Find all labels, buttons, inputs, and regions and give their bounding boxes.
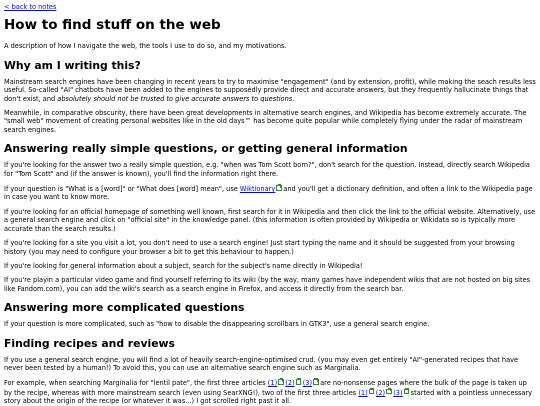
recipes-p2-text-a: For example, when searching Marginalia for "lentil pate", the first three articles <box>4 379 268 388</box>
marginalia-result-link-2[interactable]: (2) <box>285 379 295 388</box>
back-to-notes-link[interactable]: < back to notes <box>4 3 57 11</box>
simple-paragraph-6: If you're playin a particular video game and find yourself referring to its wiki (by the way, many games have independent wikis that are not hosted on big sites like Fandom.com), you can add the wiki's search as a search engine in Firefox, and access it directly from the search bar. <box>4 276 531 293</box>
why-p1-text-a: Mainstream search engines have been changing in recent years to try to maximise "engagement" (and by extension, profit), while making the seach results less useful. So-called "AI" chatbots have been added to the engines to supposédly provide direct and accurate answers, but they frequently hallucinate things that don't exist, and <box>4 77 536 103</box>
external-link-icon <box>313 378 318 383</box>
external-link-icon <box>276 184 281 189</box>
recipes-paragraph-2 <box>4 378 536 405</box>
simple-p2-text-a: If your question is "What is a [word]" or "What does [word] mean", use <box>4 185 240 194</box>
why-p1-text-b: . <box>292 94 295 103</box>
recipes-p2-text-b: are no-nonsense pages where the bulk of the page is taken up by the recipe, whereas with more mainstream search (even using SearXNG!), two of the first three articles <box>4 379 527 397</box>
external-link-icon <box>278 378 283 383</box>
simple-p2-text-b: and you'll get a dictionary definition, and often a link to the Wikipedia page in case you want to know more. <box>4 185 533 202</box>
why-p1-emphasis: absolutely should not be trusted to give accurate answers to questions <box>57 94 293 103</box>
external-link-icon <box>386 388 391 393</box>
why-paragraph-1 <box>4 78 536 103</box>
heading-complicated: Answering more complicated questions <box>4 301 245 315</box>
external-link-icon <box>296 378 301 383</box>
mainstream-result-link-2[interactable]: (2) <box>375 388 386 397</box>
recipes-p2-text-c: started with a pointless unnecessary story about the origin of the recipe (or whatever it was...) I got scrolled right past it all. <box>4 388 533 406</box>
intro-paragraph: A description of how I navigate the web, the tools I use to do so, and my motivations. <box>4 42 287 51</box>
simple-paragraph-4: If you're looking for a site you visit a lot, you don't need to use a search engine! Just start typing the name and it should be suggested from your browsing history (you may need to configure your browser a bit to get this behaviour to happen.) <box>4 239 515 256</box>
marginalia-result-link-1[interactable]: (1) <box>267 379 278 388</box>
wiktionary-link[interactable]: Wiktionary <box>239 185 276 194</box>
simple-paragraph-1: If you're looking for the answer two a really simple question, e.g. "when was Tom Scott born?", don't search for the question. Instead, directly search Wikipedia for "Tom Scott" and (if the answer is known), you'll find the information right there. <box>4 161 530 178</box>
simple-paragraph-2 <box>4 184 536 202</box>
why-paragraph-2: Meanwhile, in comparative obscurity, there have been great developments in alternative search engines, and Wikipedia has become extremely accurate. The "small web" movement of creating personal websites like in the old days™ has become quite popular while completely flying under the radar of mainstream search engines. <box>4 109 527 134</box>
heading-recipes: Finding recipes and reviews <box>4 336 175 350</box>
complicated-paragraph-1: If your question is more complicated, such as "how to disable the disappearing scrollbars in GTK3", use a general search engine. <box>4 320 430 329</box>
simple-paragraph-5: If you're looking for general information about a subject, search for the subject's name directly in Wikipedia! <box>4 261 363 270</box>
marginalia-result-link-3[interactable]: (3) <box>302 379 313 388</box>
external-link-icon <box>369 388 374 393</box>
page-title: How to find stuff on the web <box>4 17 221 34</box>
recipes-paragraph-1: If you use a general search engine, you will find a lot of heavily search-engine-optimised crud. (you may even get entirely "AI"-generated recipes that have never been tested by a human!) To avoid this, you can use an alternative search engine such as Marginalia. <box>4 355 519 372</box>
heading-why: Why am I writing this? <box>4 58 141 72</box>
heading-simple: Answering really simple questions, or getting general information <box>4 142 408 156</box>
external-link-icon <box>404 388 409 393</box>
simple-paragraph-3: If you're looking for an official homepage of something well known, first search for it in Wikipedia and then click the link to the official website. Alternatively, use a general search engine and click on "official site" in the knowledge panel. (this information is often provided by Wikipedia or Wikidata so is typically more accurate than the search results.) <box>4 207 536 233</box>
mainstream-result-link-1[interactable]: (1) <box>358 388 368 397</box>
mainstream-result-link-3[interactable]: (3) <box>393 388 403 397</box>
